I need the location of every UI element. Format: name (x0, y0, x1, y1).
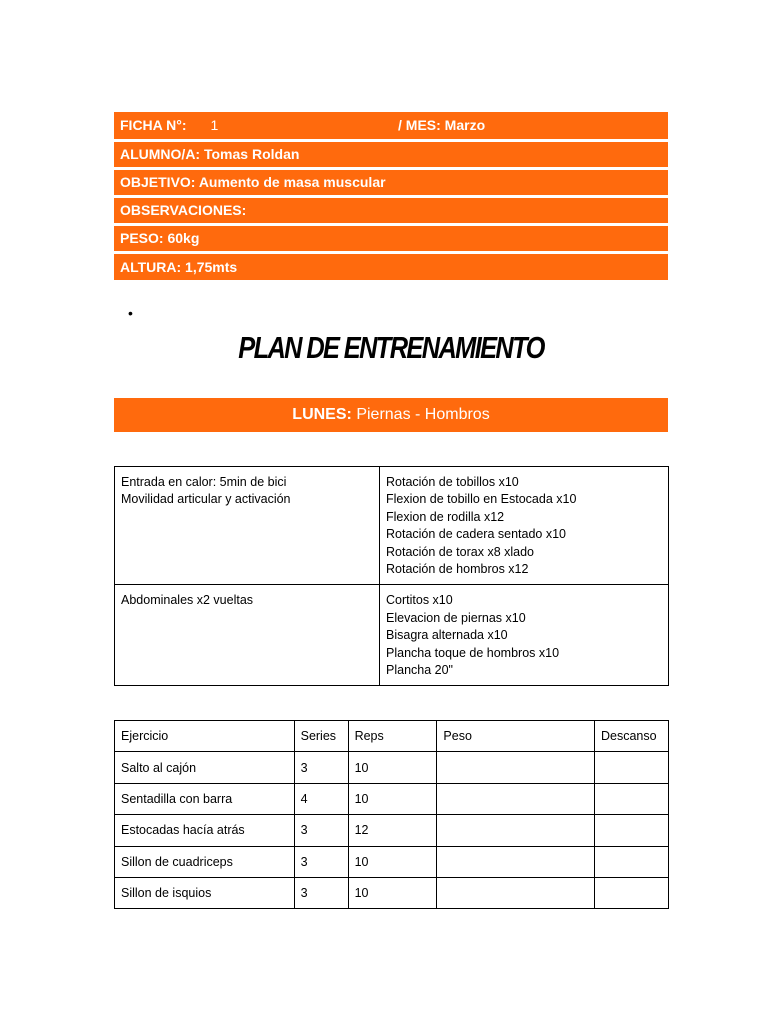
exercise-name: Sentadilla con barra (115, 783, 295, 814)
table-row (115, 752, 669, 783)
objetivo-cell: OBJETIVO: Aumento de masa muscular (114, 168, 668, 196)
abs-line: Abdominales x2 vueltas (121, 593, 254, 608)
exercise-name: Salto al cajón (115, 752, 295, 783)
abs-item: Plancha 20" (386, 663, 453, 678)
warmup-item: Rotación de hombros x12 (386, 562, 529, 577)
exercise-peso (437, 877, 595, 908)
table-row (115, 877, 669, 908)
page-title: PLAN DE ENTRENAMIENTO (238, 330, 544, 365)
altura-cell: ALTURA: 1,75mts (114, 252, 668, 280)
alumno-row (114, 140, 668, 168)
abs-item: Bisagra alternada x10 (386, 628, 508, 643)
alumno-cell: ALUMNO/A: Tomas Roldan (114, 140, 668, 168)
exercise-peso (437, 752, 595, 783)
abs-item: Elevacion de piernas x10 (386, 610, 526, 625)
warmup-item: Rotación de cadera sentado x10 (386, 527, 566, 542)
ficha-label: FICHA N°: (120, 117, 187, 134)
objetivo-row (114, 168, 668, 196)
exercise-reps: 10 (348, 877, 437, 908)
abs-block-list (380, 585, 669, 686)
warmup-block-title (115, 467, 380, 585)
exercise-reps: 10 (348, 752, 437, 783)
day-banner (114, 398, 668, 432)
exercise-header-row (115, 721, 669, 752)
exercise-descanso (594, 815, 668, 846)
peso-cell: PESO: 60kg (114, 224, 668, 252)
col-header-series: Series (294, 721, 348, 752)
col-header-reps: Reps (348, 721, 437, 752)
ficha-number: 1 (210, 117, 219, 134)
exercise-descanso (594, 846, 668, 877)
mes-label: / MES: Marzo (398, 117, 486, 134)
warmup-table (114, 466, 669, 686)
warmup-block-list (380, 467, 669, 585)
ficha-row (114, 112, 668, 140)
table-row (115, 783, 669, 814)
exercise-name: Estocadas hacía atrás (115, 815, 295, 846)
bullet-point: • (128, 305, 133, 321)
abs-item: Cortitos x10 (386, 593, 453, 608)
exercise-reps: 12 (348, 815, 437, 846)
exercise-table (114, 720, 669, 909)
ficha-cell (114, 112, 668, 140)
exercise-descanso (594, 752, 668, 783)
exercise-reps: 10 (348, 783, 437, 814)
exercise-reps: 10 (348, 846, 437, 877)
exercise-series: 3 (294, 846, 348, 877)
warmup-item: Rotación de torax x8 xlado (386, 544, 535, 559)
day-name: LUNES: (292, 406, 352, 423)
exercise-descanso (594, 783, 668, 814)
observaciones-row (114, 196, 668, 224)
warmup-item: Rotación de tobillos x10 (386, 475, 519, 489)
exercise-descanso (594, 877, 668, 908)
exercise-series: 3 (294, 877, 348, 908)
peso-row (114, 224, 668, 252)
warmup-item: Flexion de tobillo en Estocada x10 (386, 492, 577, 507)
exercise-name: Sillon de isquios (115, 877, 295, 908)
exercise-name: Sillon de cuadriceps (115, 846, 295, 877)
warmup-line: Entrada en calor: 5min de bici (121, 475, 287, 489)
student-info-table (114, 112, 668, 280)
abs-row (115, 585, 669, 686)
exercise-peso (437, 846, 595, 877)
table-row (115, 846, 669, 877)
abs-item: Plancha toque de hombros x10 (386, 645, 560, 660)
exercise-series: 4 (294, 783, 348, 814)
col-header-ejercicio: Ejercicio (115, 721, 295, 752)
col-header-descanso: Descanso (594, 721, 668, 752)
observaciones-cell: OBSERVACIONES: (114, 196, 668, 224)
exercise-peso (437, 783, 595, 814)
warmup-row (115, 467, 669, 585)
day-focus: Piernas - Hombros (356, 406, 490, 423)
exercise-series: 3 (294, 815, 348, 846)
warmup-line: Movilidad articular y activación (121, 492, 291, 507)
exercise-series: 3 (294, 752, 348, 783)
col-header-peso: Peso (437, 721, 595, 752)
table-row (115, 815, 669, 846)
altura-row (114, 252, 668, 280)
warmup-item: Flexion de rodilla x12 (386, 509, 505, 524)
exercise-peso (437, 815, 595, 846)
abs-block-title (115, 585, 380, 686)
